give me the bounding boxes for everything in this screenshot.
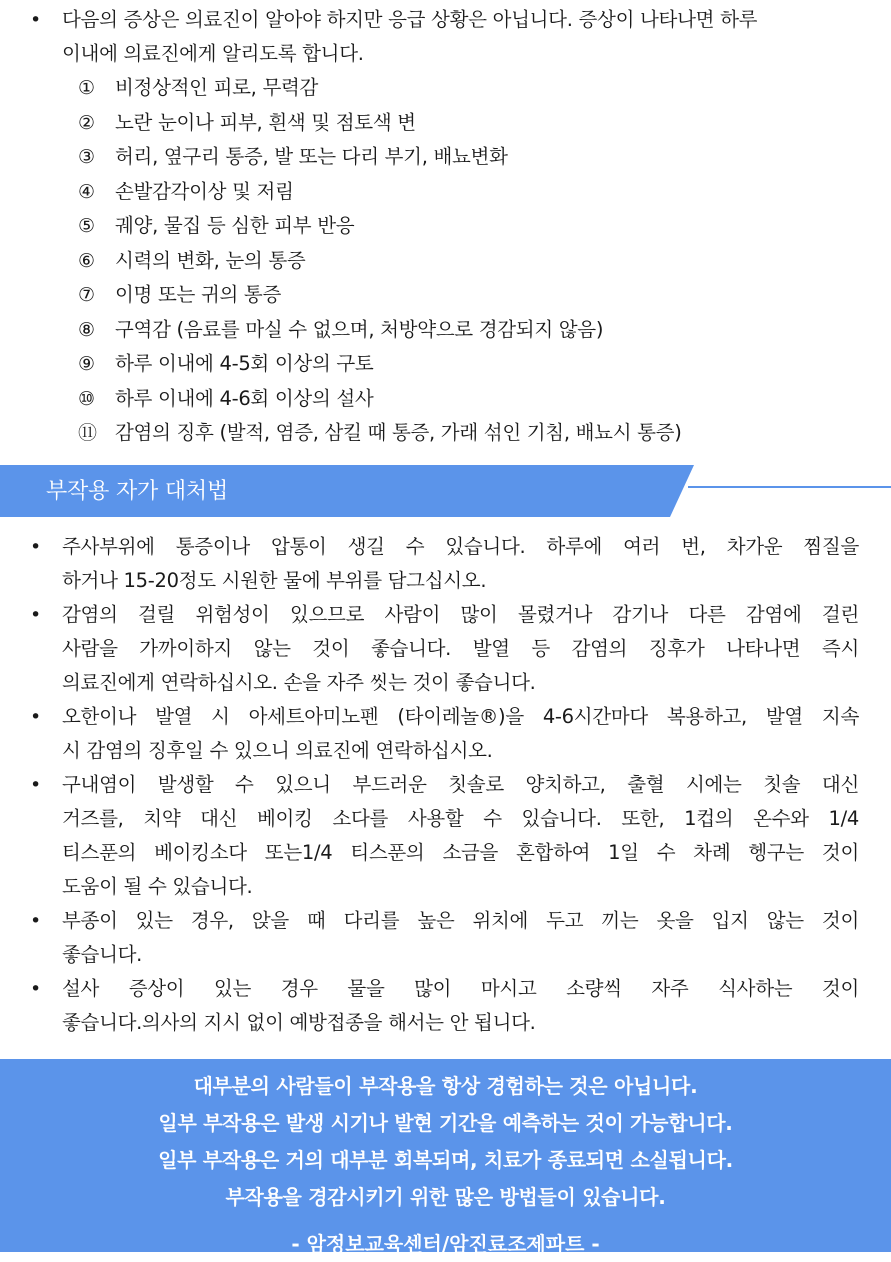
summary-box [0,1059,891,1256]
self-care-line: 거즈를, 치약 대신 베이킹 소다를 사용할 수 있습니다. 또한, 1컵의 온수와 1/4 [62,807,859,830]
list-item [0,416,891,451]
self-care-line: 주사부위에 통증이나 압통이 생길 수 있습니다. 하루에 여러 번, 차가운 찜질을 [62,535,859,558]
list-item [0,106,891,141]
self-care-line: 하거나 15-20정도 시원한 물에 부위를 담그십시오. [62,569,487,592]
list-item [0,140,891,175]
list-item [0,209,891,244]
item-text: 이명 또는 귀의 통증 [115,283,281,306]
item-number: ③ [78,146,95,168]
summary-line: 일부 부작용은 거의 대부분 회복되며, 치료가 종료되면 소실됩니다. [158,1148,733,1172]
self-care-line: 도움이 될 수 있습니다. [62,875,253,898]
self-care-line: 오한이나 발열 시 아세트아미노펜 (타이레놀®)을 4-6시간마다 복용하고, 발열 지속 [62,705,859,728]
item-text: 하루 이내에 4-6회 이상의 설사 [115,386,374,410]
item-text: 허리, 옆구리 통증, 발 또는 다리 부기, 배뇨변화 [115,145,508,168]
self-care-item [0,700,891,768]
self-care-line: 설사 증상이 있는 경우 물을 많이 마시고 소량씩 자주 식사하는 것이 [62,977,859,1000]
symptoms-list [0,71,891,451]
item-number: ⑩ [78,387,95,410]
bullet-icon: • [30,774,41,796]
summary-line: 일부 부작용은 발생 시기나 발현 기간을 예측하는 것이 가능합니다. [158,1111,733,1135]
item-number: ⑥ [78,249,95,272]
list-item [0,278,891,313]
self-care-line: 티스푼의 베이킹소다 또는1/4 티스푼의 소금을 혼합하여 1일 수 차례 헹구는 것이 [62,841,859,864]
list-item [0,244,891,279]
list-item [0,347,891,382]
bullet-icon: • [30,536,41,558]
self-care-item [0,598,891,700]
item-number: ④ [78,180,95,203]
symptoms-intro-line-1: 다음의 증상은 의료진이 알아야 하지만 응급 상황은 아닙니다. 증상이 나타나면 하루 [62,8,758,31]
bullet-icon: • [30,910,41,932]
list-item [0,71,891,106]
section-title: 부작용 자가 대처법 [46,479,229,504]
item-text: 시력의 변화, 눈의 통증 [115,248,306,272]
self-care-block [0,530,891,1040]
self-care-line: 좋습니다.의사의 지시 없이 예방접종을 해서는 안 됩니다. [62,1011,536,1034]
self-care-line: 부종이 있는 경우, 앉을 때 다리를 높은 위치에 두고 끼는 옷을 입지 않는 것이 [62,909,859,932]
summary-line: 부작용을 경감시키기 위한 많은 방법들이 있습니다. [225,1185,666,1209]
self-care-item [0,904,891,972]
self-care-line: 시 감염의 징후일 수 있으니 의료진에 연락하십시오. [62,739,493,762]
list-item [0,175,891,210]
item-text: 노란 눈이나 피부, 흰색 및 점토색 변 [115,110,416,134]
summary-footer: - 암정보교육센터/암진료조제파트 - [291,1232,600,1256]
summary-lines [0,1059,891,1216]
bullet-icon: • [30,978,41,1000]
item-text: 손발감각이상 및 저림 [115,179,294,203]
symptoms-block [0,3,891,451]
bullet-icon: • [30,706,41,728]
item-number: ② [78,111,95,134]
symptoms-intro [0,3,891,71]
item-text: 궤양, 물집 등 심한 피부 반응 [115,214,355,237]
item-number: ⑨ [78,353,95,375]
item-number: ⑦ [78,284,95,306]
self-care-line: 사람을 가까이하지 않는 것이 좋습니다. 발열 등 감염의 징후가 나타나면 즉시 [62,637,859,660]
list-item [0,313,891,348]
self-care-line: 감염의 걸릴 위험성이 있으므로 사람이 많이 몰렸거나 감기나 다른 감염에 걸린 [62,603,859,626]
item-number: ⑪ [78,422,97,444]
item-number: ⑧ [78,318,95,341]
self-care-item [0,972,891,1040]
item-text: 하루 이내에 4-5회 이상의 구토 [115,352,374,375]
self-care-item [0,530,891,598]
item-number: ① [78,77,95,99]
item-text: 구역감 (음료를 마실 수 없으며, 처방약으로 경감되지 않음) [115,317,604,341]
self-care-item [0,768,891,904]
symptoms-intro-line-2: 이내에 의료진에게 알리도록 합니다. [62,42,364,65]
item-number: ⑤ [78,215,95,237]
item-text: 비정상적인 피로, 무력감 [115,76,319,99]
self-care-line: 좋습니다. [62,943,143,966]
summary-line: 대부분의 사람들이 부작용을 항상 경험하는 것은 아닙니다. [193,1074,698,1098]
self-care-line: 구내염이 발생할 수 있으니 부드러운 칫솔로 양치하고, 출혈 시에는 칫솔 대신 [62,773,859,796]
bullet-icon: • [30,9,41,31]
list-item [0,382,891,417]
item-text: 감염의 징후 (발적, 염증, 삼킬 때 통증, 가래 섞인 기침, 배뇨시 통증) [115,421,682,444]
bullet-icon: • [30,604,41,626]
self-care-line: 의료진에게 연락하십시오. 손을 자주 씻는 것이 좋습니다. [62,671,536,694]
section-header [0,463,891,519]
